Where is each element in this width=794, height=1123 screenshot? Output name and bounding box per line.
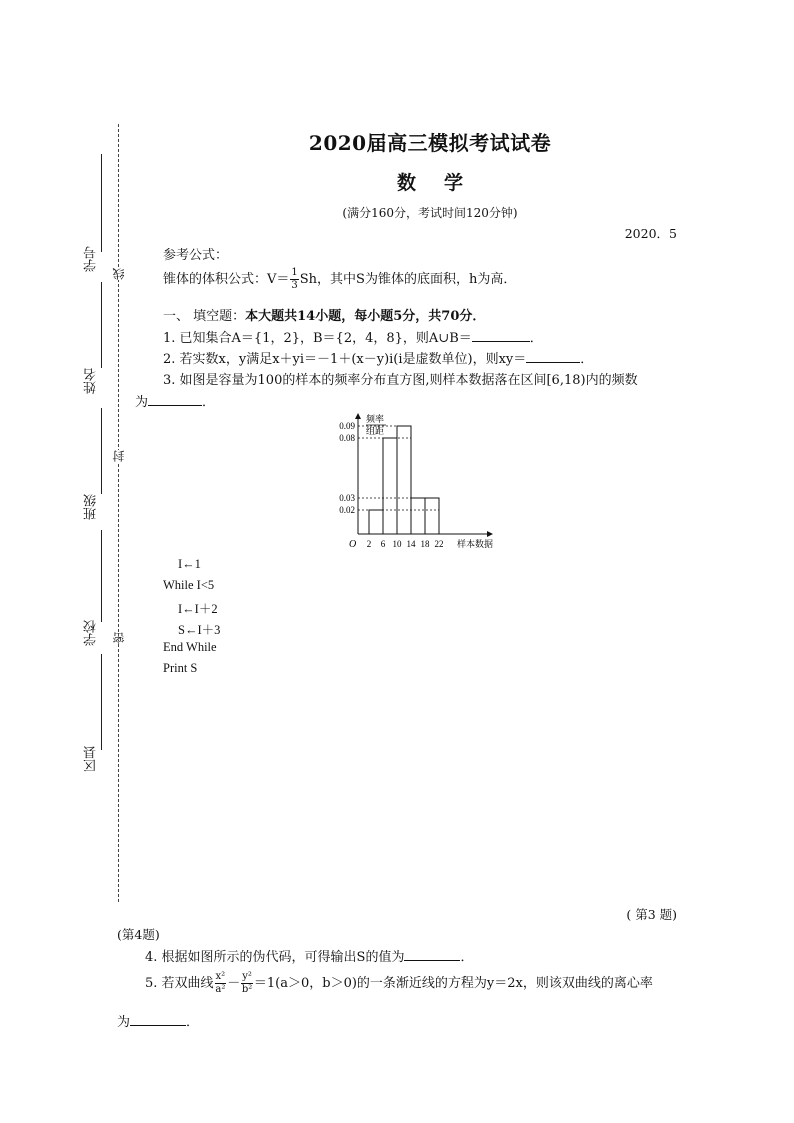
q5-end: ． bbox=[186, 1015, 200, 1030]
question-5-line2 bbox=[117, 1011, 199, 1030]
q5-suffix: ＝1(a＞0，b＞0)的一条渐近线的方程为y＝2x，则该双曲线的离心率 bbox=[253, 976, 653, 991]
q2-end: ． bbox=[580, 352, 594, 367]
code-line-5: End While bbox=[163, 640, 217, 654]
y-tick-label-4: 0.09 bbox=[339, 421, 355, 431]
histogram-bar-3 bbox=[397, 426, 411, 534]
exam-title: 2020届高三模拟考试试卷 bbox=[308, 131, 552, 155]
formula-prefix: 锥体的体积公式：V＝ bbox=[163, 272, 290, 287]
formula-heading: 参考公式： bbox=[163, 248, 229, 263]
histogram-bar-4 bbox=[411, 498, 425, 534]
field-label-school: 学校 bbox=[84, 620, 99, 646]
q1-end: ． bbox=[529, 331, 543, 346]
field-label-name: 姓名 bbox=[84, 368, 99, 394]
q3-caption: ( 第3 题) bbox=[626, 907, 677, 922]
histogram-bar-1 bbox=[369, 510, 383, 534]
code-line-6: Print S bbox=[163, 661, 198, 675]
x-tick-label-1: 2 bbox=[366, 539, 372, 549]
q1-answer-blank[interactable] bbox=[472, 329, 530, 342]
q5-f2-num: y² bbox=[242, 971, 252, 982]
code-line-2: While I<5 bbox=[163, 578, 215, 592]
formula-suffix: Sh，其中S为锥体的底面积，h为高． bbox=[299, 272, 517, 287]
y-label-top: 频率 bbox=[366, 414, 385, 424]
x-tick-label-6: 22 bbox=[434, 539, 444, 549]
field-label-district: 区县 bbox=[84, 746, 99, 772]
question-4 bbox=[145, 946, 473, 965]
question-5 bbox=[145, 972, 653, 995]
origin-label: O bbox=[349, 539, 357, 550]
code-line-1: I←1 bbox=[178, 557, 201, 571]
y-tick-label-3: 0.08 bbox=[339, 433, 355, 443]
code-line-4: S←I＋3 bbox=[178, 623, 221, 637]
x-tick-label-5: 18 bbox=[420, 539, 430, 549]
seal-char-xian: 线 bbox=[112, 268, 126, 280]
seal-char-feng: 封 bbox=[112, 450, 126, 462]
field-line-name[interactable] bbox=[101, 282, 102, 368]
q3-answer-blank[interactable] bbox=[148, 393, 202, 406]
histogram-bar-2 bbox=[383, 438, 397, 534]
binding-dashed-line bbox=[118, 124, 119, 902]
field-line-district[interactable] bbox=[101, 654, 102, 750]
q5-text2: 为 bbox=[117, 1015, 131, 1030]
x-tick-label-3: 10 bbox=[392, 539, 402, 549]
q5-fraction-y bbox=[241, 972, 253, 995]
x-tick-label-2: 6 bbox=[380, 539, 386, 549]
seal-char-mi: 密 bbox=[112, 632, 126, 644]
field-label-class: 班级 bbox=[84, 494, 99, 520]
frequency-histogram bbox=[330, 408, 510, 552]
q4-caption: (第4题) bbox=[117, 927, 160, 942]
field-line-class[interactable] bbox=[101, 408, 102, 494]
formula-frac-den: 3 bbox=[291, 280, 298, 291]
code-line-3: I←I＋2 bbox=[178, 602, 218, 616]
section-label: 一、 填空题： bbox=[163, 309, 246, 324]
q3-text-line2 bbox=[135, 391, 215, 410]
exam-subject: 数学 bbox=[396, 172, 491, 194]
question-1 bbox=[163, 327, 543, 346]
q3-end: ． bbox=[202, 395, 216, 410]
field-label-student-id: 学号 bbox=[84, 246, 99, 272]
x-axis-label: 样本数据 bbox=[457, 539, 494, 549]
x-tick-label-4: 14 bbox=[406, 539, 416, 549]
q1-text: 1. 已知集合A＝{1，2}，B＝{2，4，8}，则A∪B＝ bbox=[163, 331, 472, 346]
q2-text: 2. 若实数x，y满足x＋yi＝－1＋(x－y)i(i是虚数单位)，则xy＝ bbox=[163, 352, 527, 367]
field-line-school[interactable] bbox=[101, 530, 102, 622]
q5-answer-blank[interactable] bbox=[130, 1013, 186, 1026]
y-tick-label-1: 0.02 bbox=[339, 505, 355, 515]
exam-info: (满分160分，考试时间120分钟) bbox=[342, 206, 518, 220]
q5-f1-den: a² bbox=[215, 984, 226, 995]
q3-text: 3. 如图是容量为100的样本的频率分布直方图,则样本数据落在区间[6,18)内的频数 bbox=[163, 373, 638, 388]
formula-frac-num: 1 bbox=[291, 267, 298, 278]
histogram-bar-5 bbox=[425, 498, 439, 534]
formula-line bbox=[163, 268, 516, 291]
q4-answer-blank[interactable] bbox=[404, 948, 460, 961]
section-desc: 本大题共14小题，每小题5分，共70分． bbox=[245, 309, 486, 324]
q5-minus: － bbox=[227, 976, 241, 991]
q5-f2-den: b² bbox=[241, 984, 253, 995]
y-label-bottom: 组距 bbox=[366, 426, 385, 436]
exam-date: 2020．5 bbox=[624, 226, 677, 241]
q5-fraction-x bbox=[215, 972, 227, 995]
q4-text: 4. 根据如图所示的伪代码，可得输出S的值为 bbox=[145, 950, 405, 965]
section-heading bbox=[163, 305, 485, 324]
q3-text2: 为 bbox=[135, 395, 149, 410]
q4-end: ． bbox=[460, 950, 474, 965]
question-2 bbox=[163, 348, 593, 367]
q5-f1-num: x² bbox=[215, 971, 226, 982]
formula-fraction bbox=[290, 268, 298, 291]
q2-answer-blank[interactable] bbox=[526, 350, 580, 363]
q5-prefix: 5. 若双曲线 bbox=[145, 976, 214, 991]
y-tick-label-2: 0.03 bbox=[339, 493, 355, 503]
